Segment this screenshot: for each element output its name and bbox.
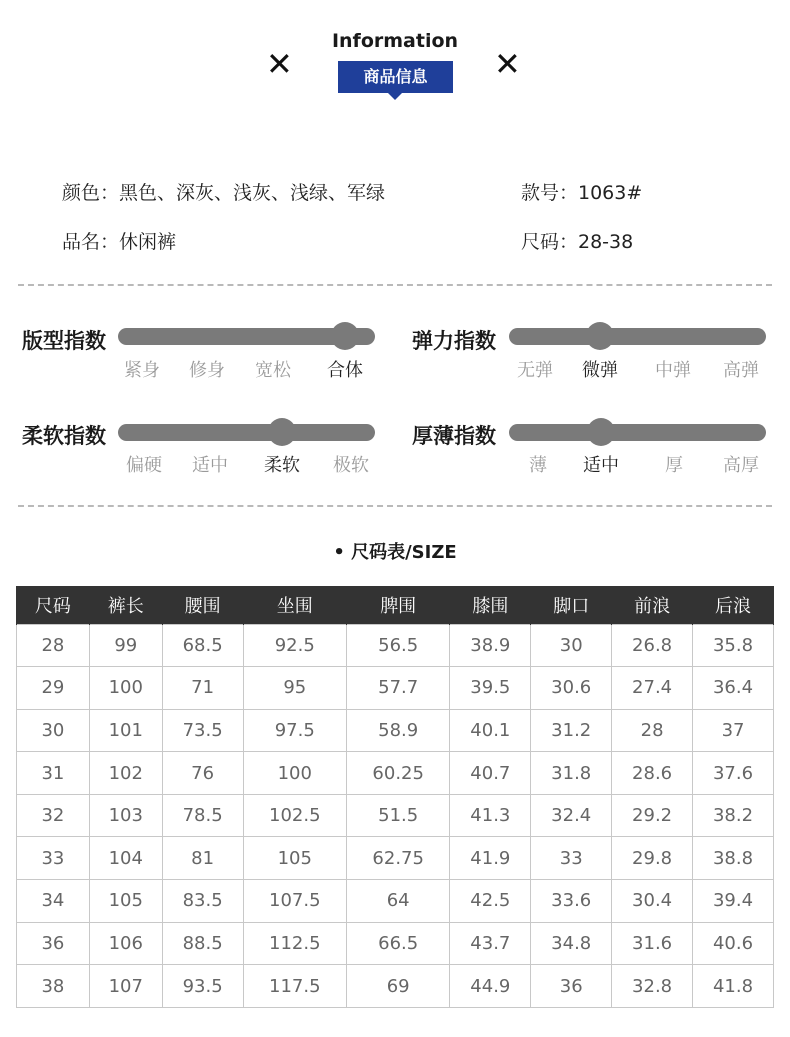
section-header: [0, 30, 790, 110]
table-cell: 38: [17, 965, 90, 1008]
table-cell: 58.9: [346, 709, 449, 752]
table-cell: 107.5: [243, 880, 346, 923]
table-cell: 29: [17, 667, 90, 710]
index-option: 中弹: [655, 360, 691, 381]
column-header: 脾围: [346, 586, 449, 624]
index-option: 适中: [192, 455, 228, 476]
x-left-icon: ✕: [266, 45, 293, 83]
index-option: 偏硬: [126, 455, 162, 476]
index-slider-track: [118, 328, 375, 345]
table-cell: 31.2: [531, 709, 612, 752]
size-chart-title: • 尺码表/SIZE: [333, 542, 457, 563]
index-option: 宽松: [255, 360, 291, 381]
index-label: 弹力指数: [412, 329, 496, 353]
table-cell: 83.5: [162, 880, 243, 923]
index-slider-knob: [268, 418, 296, 446]
table-cell: 117.5: [243, 965, 346, 1008]
table-cell: 69: [346, 965, 449, 1008]
index-slider-track: [509, 424, 766, 441]
table-cell: 103: [89, 794, 162, 837]
table-cell: 31.8: [531, 752, 612, 795]
divider: [18, 284, 772, 286]
size-table-body: [17, 624, 774, 1007]
table-cell: 30: [531, 624, 612, 667]
table-cell: 105: [89, 880, 162, 923]
table-cell: 43.7: [450, 922, 531, 965]
table-cell: 29.2: [612, 794, 693, 837]
table-cell: 32.8: [612, 965, 693, 1008]
spec-size-range: 尺码：28-38: [521, 231, 634, 253]
table-cell: 76: [162, 752, 243, 795]
table-cell: 102: [89, 752, 162, 795]
index-option: 薄: [529, 455, 547, 476]
index-slider-knob: [586, 322, 614, 350]
column-header: 腰围: [162, 586, 243, 624]
table-cell: 37.6: [693, 752, 774, 795]
table-cell: 39.5: [450, 667, 531, 710]
table-cell: 27.4: [612, 667, 693, 710]
table-cell: 33: [17, 837, 90, 880]
index-option: 厚: [665, 455, 683, 476]
table-cell: 100: [243, 752, 346, 795]
index-label: 柔软指数: [22, 424, 106, 448]
table-cell: 29.8: [612, 837, 693, 880]
column-header: 膝围: [450, 586, 531, 624]
table-cell: 99: [89, 624, 162, 667]
product-info-badge: 商品信息: [338, 61, 453, 93]
table-cell: 60.25: [346, 752, 449, 795]
index-option: 高弹: [723, 360, 759, 381]
x-right-icon: ✕: [494, 45, 521, 83]
table-cell: 78.5: [162, 794, 243, 837]
spec-product-name: 品名：休闲裤: [62, 231, 177, 253]
table-cell: 57.7: [346, 667, 449, 710]
table-cell: 97.5: [243, 709, 346, 752]
table-cell: 36.4: [693, 667, 774, 710]
table-cell: 39.4: [693, 880, 774, 923]
table-cell: 44.9: [450, 965, 531, 1008]
table-cell: 37: [693, 709, 774, 752]
table-row: [17, 837, 774, 880]
table-cell: 34.8: [531, 922, 612, 965]
index-option: 紧身: [124, 360, 160, 381]
table-cell: 93.5: [162, 965, 243, 1008]
table-cell: 40.1: [450, 709, 531, 752]
table-cell: 31.6: [612, 922, 693, 965]
table-cell: 105: [243, 837, 346, 880]
column-header: 前浪: [612, 586, 693, 624]
table-cell: 28: [17, 624, 90, 667]
table-cell: 71: [162, 667, 243, 710]
table-cell: 26.8: [612, 624, 693, 667]
table-cell: 33: [531, 837, 612, 880]
table-cell: 36: [17, 922, 90, 965]
table-cell: 36: [531, 965, 612, 1008]
column-header: 裤长: [89, 586, 162, 624]
table-cell: 62.75: [346, 837, 449, 880]
table-cell: 68.5: [162, 624, 243, 667]
table-cell: 30: [17, 709, 90, 752]
table-row: [17, 794, 774, 837]
table-cell: 41.9: [450, 837, 531, 880]
table-cell: 102.5: [243, 794, 346, 837]
table-cell: 73.5: [162, 709, 243, 752]
table-cell: 66.5: [346, 922, 449, 965]
table-cell: 64: [346, 880, 449, 923]
table-cell: 41.3: [450, 794, 531, 837]
table-row: [17, 880, 774, 923]
column-header: 尺码: [17, 586, 90, 624]
table-row: [17, 667, 774, 710]
index-option: 合体: [327, 360, 363, 381]
index-option: 柔软: [264, 455, 300, 476]
table-cell: 100: [89, 667, 162, 710]
index-slider-track: [509, 328, 766, 345]
spec-color: 颜色：黑色、深灰、浅灰、浅绿、军绿: [62, 182, 386, 204]
table-cell: 88.5: [162, 922, 243, 965]
table-cell: 34: [17, 880, 90, 923]
size-table-header: [17, 586, 774, 624]
table-cell: 40.7: [450, 752, 531, 795]
table-cell: 81: [162, 837, 243, 880]
table-cell: 104: [89, 837, 162, 880]
index-option: 无弹: [517, 360, 553, 381]
table-row: [17, 965, 774, 1008]
column-header: 后浪: [693, 586, 774, 624]
table-cell: 31: [17, 752, 90, 795]
table-cell: 107: [89, 965, 162, 1008]
table-cell: 40.6: [693, 922, 774, 965]
table-cell: 101: [89, 709, 162, 752]
index-option: 高厚: [723, 455, 759, 476]
spec-style-no: 款号：1063#: [521, 182, 643, 204]
table-cell: 30.6: [531, 667, 612, 710]
table-cell: 41.8: [693, 965, 774, 1008]
table-cell: 28: [612, 709, 693, 752]
table-cell: 38.2: [693, 794, 774, 837]
table-cell: 38.8: [693, 837, 774, 880]
table-cell: 95: [243, 667, 346, 710]
table-cell: 112.5: [243, 922, 346, 965]
table-cell: 28.6: [612, 752, 693, 795]
table-cell: 106: [89, 922, 162, 965]
table-cell: 33.6: [531, 880, 612, 923]
column-header: 坐围: [243, 586, 346, 624]
table-cell: 35.8: [693, 624, 774, 667]
badge-arrow-icon: [388, 93, 402, 100]
table-cell: 32.4: [531, 794, 612, 837]
table-cell: 38.9: [450, 624, 531, 667]
index-slider-track: [118, 424, 375, 441]
table-cell: 56.5: [346, 624, 449, 667]
index-option: 适中: [583, 455, 619, 476]
index-option: 微弹: [582, 360, 618, 381]
index-slider-knob: [587, 418, 615, 446]
table-cell: 30.4: [612, 880, 693, 923]
table-row: [17, 709, 774, 752]
table-row: [17, 922, 774, 965]
table-cell: 32: [17, 794, 90, 837]
index-option: 极软: [333, 455, 369, 476]
table-row: [17, 752, 774, 795]
size-table: [16, 586, 774, 1008]
divider: [18, 505, 772, 507]
column-header: 脚口: [531, 586, 612, 624]
info-title: Information: [331, 30, 459, 52]
table-row: [17, 624, 774, 667]
index-label: 厚薄指数: [412, 424, 496, 448]
index-slider-knob: [331, 322, 359, 350]
table-cell: 51.5: [346, 794, 449, 837]
index-label: 版型指数: [22, 329, 106, 353]
table-cell: 92.5: [243, 624, 346, 667]
table-cell: 42.5: [450, 880, 531, 923]
index-option: 修身: [189, 360, 225, 381]
